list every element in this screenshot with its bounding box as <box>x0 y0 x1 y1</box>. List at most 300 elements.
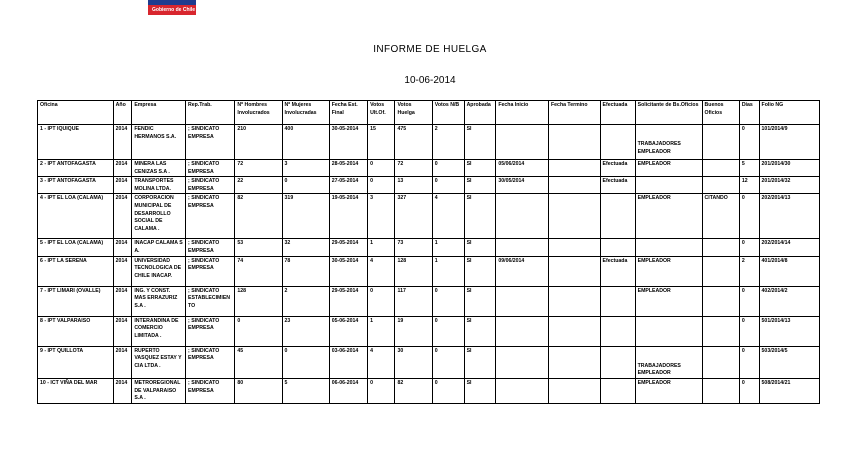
cell-text: 29-05-2014 <box>331 240 359 247</box>
column-header: Fecha Termino <box>549 101 601 125</box>
cell-text: 0 <box>434 178 438 185</box>
table-cell <box>496 160 549 177</box>
table-cell <box>549 378 601 403</box>
table-cell <box>759 194 819 239</box>
cell-text: 19-05-2014 <box>331 195 359 202</box>
cell-text: 09/06/2014 <box>498 257 525 264</box>
table-cell <box>38 378 114 403</box>
table-cell <box>432 346 464 378</box>
table-cell <box>186 160 235 177</box>
cell-text: ; SINDICATO EMPRESA <box>188 240 220 254</box>
cell-text: 19 <box>397 317 404 324</box>
table-cell <box>235 125 282 160</box>
cell-text: 2014 <box>115 317 128 324</box>
table-cell <box>635 177 702 194</box>
cell-text: Efectuada <box>602 161 628 167</box>
table-cell <box>739 256 759 286</box>
table-cell <box>368 194 395 239</box>
government-logo <box>148 0 196 15</box>
cell-text: SI <box>466 126 472 132</box>
table-cell <box>496 256 549 286</box>
table-cell <box>38 346 114 378</box>
table-cell <box>549 286 601 316</box>
table-cell <box>368 239 395 256</box>
table-cell <box>432 316 464 346</box>
cell-text: EMPLEADOR <box>637 161 671 167</box>
table-cell <box>186 286 235 316</box>
table-cell <box>235 256 282 286</box>
report-date: 10-06-2014 <box>404 75 456 86</box>
table-cell <box>282 160 329 177</box>
table-cell <box>739 194 759 239</box>
cell-text: 2014 <box>115 195 128 202</box>
table-cell <box>600 286 635 316</box>
cell-text: 128 <box>397 257 407 264</box>
cell-text: 32 <box>284 240 291 247</box>
column-header: Folio NG <box>759 101 819 125</box>
table-cell <box>600 125 635 160</box>
table-cell <box>38 194 114 239</box>
table-cell <box>186 346 235 378</box>
table-cell <box>549 160 601 177</box>
table-cell <box>759 160 819 177</box>
table-cell <box>395 125 432 160</box>
table-cell <box>132 194 186 239</box>
table-cell <box>132 346 186 378</box>
table-cell <box>186 256 235 286</box>
table-cell <box>235 194 282 239</box>
table-cell <box>635 239 702 256</box>
table-cell <box>496 378 549 403</box>
cell-text: 23 <box>284 317 291 324</box>
cell-text: INACAP CALAMA S A. <box>134 240 183 254</box>
cell-text: 501/2014/13 <box>761 317 791 324</box>
cell-text: 0 <box>741 126 745 132</box>
cell-text: 0 <box>434 161 438 167</box>
cell-spacer <box>638 134 700 142</box>
cell-text: 2014 <box>115 287 128 294</box>
cell-text: ; SINDICATO EMPRESA <box>188 257 220 272</box>
table-cell <box>635 378 702 403</box>
table-cell <box>282 239 329 256</box>
table-cell <box>113 160 132 177</box>
column-header: Votos N/B <box>432 101 464 125</box>
cell-text: 0 <box>284 178 288 185</box>
cell-text: 45 <box>237 347 244 354</box>
table-cell <box>38 239 114 256</box>
cell-text: 13 <box>397 178 404 185</box>
cell-text: 0 <box>434 347 438 354</box>
table-row <box>38 239 820 256</box>
cell-text: ; SINDICATO EMPRESA <box>188 178 220 192</box>
table-cell <box>549 194 601 239</box>
cell-text: SI <box>466 240 472 247</box>
cell-spacer <box>638 126 700 134</box>
cell-text: Efectuada <box>602 257 628 264</box>
cell-text: 201/2014/32 <box>761 178 791 185</box>
table-cell <box>635 316 702 346</box>
table-cell <box>635 160 702 177</box>
cell-text: 30/05/2014 <box>498 178 525 185</box>
column-header: Votos Huelga <box>395 101 432 125</box>
table-cell <box>113 286 132 316</box>
table-cell <box>739 125 759 160</box>
table-cell <box>549 125 601 160</box>
table-cell <box>496 194 549 239</box>
table-cell <box>702 286 739 316</box>
table-cell <box>38 256 114 286</box>
cell-text: 12 <box>741 178 748 185</box>
column-header: Oficina <box>38 101 114 125</box>
table-cell <box>368 160 395 177</box>
cell-text: 82 <box>397 379 404 386</box>
table-cell <box>702 316 739 346</box>
table-cell <box>329 239 367 256</box>
table-cell <box>329 286 367 316</box>
cell-text: 03-06-2014 <box>331 347 359 354</box>
cell-text: TRABAJADORES EMPLEADOR <box>637 141 681 155</box>
table-cell <box>395 256 432 286</box>
cell-text: 0 <box>434 287 438 294</box>
table-cell <box>113 125 132 160</box>
cell-text: 202/2014/13 <box>761 195 791 202</box>
table-cell <box>739 316 759 346</box>
table-cell <box>759 239 819 256</box>
table-cell <box>759 378 819 403</box>
table-cell <box>235 346 282 378</box>
table-cell <box>496 239 549 256</box>
table-cell <box>702 239 739 256</box>
cell-text: 30-05-2014 <box>331 257 359 264</box>
table-cell <box>759 346 819 378</box>
cell-text: 401/2014/8 <box>761 257 788 264</box>
table-cell <box>600 177 635 194</box>
cell-text: 30-05-2014 <box>331 126 359 132</box>
table-cell <box>600 239 635 256</box>
cell-text: 2014 <box>115 126 128 132</box>
table-cell <box>235 160 282 177</box>
cell-text: 327 <box>397 195 407 202</box>
cell-text: 2014 <box>115 161 128 167</box>
cell-text: SI <box>466 347 472 354</box>
table-row <box>38 286 820 316</box>
table-cell <box>739 378 759 403</box>
table-cell <box>132 125 186 160</box>
cell-text: 4 <box>434 195 438 202</box>
table-cell <box>549 346 601 378</box>
cell-text: 5 <box>741 161 745 167</box>
cell-text: ING. Y CONST. MAS ERRAZURIZ S.A . <box>134 287 178 309</box>
cell-text: 4 <box>370 257 373 264</box>
table-cell <box>235 316 282 346</box>
column-header: Nº Hombres Involucrados <box>235 101 282 125</box>
table-cell <box>329 346 367 378</box>
cell-text: ; SINDICATO EMPRESA <box>188 161 220 175</box>
cell-text: 3 <box>370 195 373 202</box>
table-cell <box>282 316 329 346</box>
logo-red-band <box>148 5 196 15</box>
cell-text: 201/2014/30 <box>761 161 791 167</box>
cell-text: SI <box>466 178 472 185</box>
table-cell <box>600 194 635 239</box>
table-cell <box>113 239 132 256</box>
cell-text: 30 <box>397 347 404 354</box>
cell-text: EMPLEADOR <box>637 287 671 294</box>
table-cell <box>132 378 186 403</box>
cell-text: 2 <box>741 257 745 264</box>
table-cell <box>464 160 496 177</box>
table-cell <box>432 239 464 256</box>
cell-text: 0 <box>741 379 745 386</box>
cell-text: Efectuada <box>602 178 628 185</box>
table-cell <box>329 316 367 346</box>
cell-text: 4 <box>370 347 373 354</box>
cell-text: 72 <box>397 161 404 167</box>
cell-text: 05/06/2014 <box>498 161 525 167</box>
strike-report-table <box>37 100 820 404</box>
table-cell <box>496 316 549 346</box>
table-cell <box>329 378 367 403</box>
cell-text: INTERANDINA DE COMERCIO LIMITADA . <box>134 317 179 339</box>
cell-text: 1 - IPT IQUIQUE <box>40 126 79 132</box>
table-cell <box>496 346 549 378</box>
table-cell <box>549 239 601 256</box>
cell-text: 28-05-2014 <box>331 161 359 167</box>
cell-text: 5 <box>284 379 288 386</box>
cell-text: 128 <box>237 287 247 294</box>
table-cell <box>432 125 464 160</box>
table-cell <box>464 125 496 160</box>
table-cell <box>702 346 739 378</box>
column-header: Nº Mujeres Involucradas <box>282 101 329 125</box>
table-cell <box>282 378 329 403</box>
cell-text: 05-06-2014 <box>331 317 359 324</box>
cell-text: 475 <box>397 126 407 132</box>
cell-text: 3 <box>284 161 288 167</box>
table-cell <box>432 256 464 286</box>
cell-text: 0 <box>370 287 373 294</box>
table-row <box>38 346 820 378</box>
table-cell <box>759 316 819 346</box>
table-cell <box>186 239 235 256</box>
table-cell <box>432 194 464 239</box>
table-cell <box>432 286 464 316</box>
table-cell <box>235 239 282 256</box>
table-cell <box>600 256 635 286</box>
table-cell <box>132 316 186 346</box>
table-row <box>38 177 820 194</box>
cell-text: 9 - IPT QUILLOTA <box>40 347 84 354</box>
table-cell <box>38 286 114 316</box>
column-header: Año <box>113 101 132 125</box>
table-cell <box>702 177 739 194</box>
cell-text: 117 <box>397 287 406 294</box>
cell-text: 82 <box>237 195 244 202</box>
table-cell <box>113 346 132 378</box>
table-cell <box>368 378 395 403</box>
table-cell <box>282 286 329 316</box>
table-cell <box>759 177 819 194</box>
cell-text: 15 <box>370 126 376 132</box>
table-cell <box>38 316 114 346</box>
cell-text: 1 <box>434 240 438 247</box>
table-cell <box>464 316 496 346</box>
cell-text: 0 <box>370 161 373 167</box>
cell-text: 0 <box>741 317 745 324</box>
table-row <box>38 125 820 160</box>
table-cell <box>38 125 114 160</box>
cell-text: 508/2014/21 <box>761 379 791 386</box>
table-cell <box>432 160 464 177</box>
cell-text: 1 <box>370 317 373 324</box>
cell-text: 2014 <box>115 240 128 247</box>
table-cell <box>132 286 186 316</box>
table-cell <box>739 160 759 177</box>
table-cell <box>113 256 132 286</box>
table-cell <box>464 177 496 194</box>
cell-text: 5 - IPT EL LOA (CALAMA) <box>40 240 104 247</box>
cell-text: 0 <box>741 287 745 294</box>
cell-text: 101/2014/9 <box>761 126 788 132</box>
table-row <box>38 378 820 403</box>
cell-text: 0 <box>370 379 373 386</box>
table-cell <box>186 125 235 160</box>
table-cell <box>702 125 739 160</box>
table-cell <box>395 160 432 177</box>
table-row <box>38 316 820 346</box>
logo-text: Gobierno de Chile <box>152 7 196 13</box>
table-cell <box>113 194 132 239</box>
table-cell <box>395 286 432 316</box>
cell-text: CITANDO <box>704 195 728 202</box>
table-cell <box>702 160 739 177</box>
table-cell <box>702 378 739 403</box>
table-cell <box>635 346 702 378</box>
cell-text: 29-05-2014 <box>331 287 359 294</box>
table-cell <box>113 378 132 403</box>
cell-text: 2 - IPT ANTOFAGASTA <box>40 161 96 167</box>
cell-text: 0 <box>237 317 241 324</box>
column-header: Fecha Est. Final <box>329 101 367 125</box>
table-cell <box>464 378 496 403</box>
table-cell <box>739 286 759 316</box>
table-cell <box>635 286 702 316</box>
cell-text: 6 - IPT LA SERENA <box>40 257 87 264</box>
cell-text: RUPERTO VASQUEZ ESTAY Y CIA LTDA . <box>134 347 182 369</box>
report-title: INFORME DE HUELGA <box>373 44 487 55</box>
table-cell <box>329 177 367 194</box>
table-cell <box>464 286 496 316</box>
table-cell <box>395 239 432 256</box>
column-header: Solicitante de Bs.Oficios <box>635 101 702 125</box>
table-cell <box>186 194 235 239</box>
cell-text: 2014 <box>115 347 128 354</box>
table-cell <box>600 316 635 346</box>
table-cell <box>282 194 329 239</box>
cell-text: 74 <box>237 257 244 264</box>
cell-text: MINERA LAS CENIZAS S.A . <box>134 161 170 175</box>
table-cell <box>759 286 819 316</box>
table-cell <box>549 316 601 346</box>
table-cell <box>432 378 464 403</box>
cell-text: SI <box>466 161 472 167</box>
cell-text: 8 - IPT VALPARAISO <box>40 317 91 324</box>
table-cell <box>282 256 329 286</box>
table-cell <box>549 177 601 194</box>
cell-text: CORPORACION MUNICIPAL DE DESARROLLO SOCIAL DE CALAMA . <box>134 195 174 232</box>
column-header: Días <box>739 101 759 125</box>
cell-text: 400 <box>284 126 294 132</box>
table-cell <box>739 177 759 194</box>
table-cell <box>600 378 635 403</box>
table-cell <box>282 346 329 378</box>
cell-text: 1 <box>370 240 373 247</box>
table-cell <box>282 125 329 160</box>
table-cell <box>132 160 186 177</box>
cell-text: 0 <box>370 178 373 185</box>
cell-text: 2014 <box>115 379 128 386</box>
table-cell <box>368 316 395 346</box>
cell-text: 27-05-2014 <box>331 178 359 185</box>
table-cell <box>464 194 496 239</box>
table-cell <box>186 177 235 194</box>
cell-text: 2014 <box>115 178 128 185</box>
table-cell <box>635 256 702 286</box>
cell-text: TRANSPORTES MOLINA LTDA. <box>134 178 174 192</box>
cell-text: 0 <box>741 240 745 247</box>
cell-text: 503/2014/5 <box>761 347 788 354</box>
table-cell <box>368 346 395 378</box>
table-cell <box>759 125 819 160</box>
cell-text: EMPLEADOR <box>637 257 671 264</box>
cell-text: EMPLEADOR <box>637 379 671 386</box>
cell-text: 319 <box>284 195 294 202</box>
table-cell <box>549 256 601 286</box>
table-cell <box>329 125 367 160</box>
cell-text: SI <box>466 257 472 264</box>
table-cell <box>464 256 496 286</box>
cell-text: 73 <box>397 240 404 247</box>
table-cell <box>113 316 132 346</box>
table-cell <box>282 177 329 194</box>
table-row <box>38 160 820 177</box>
cell-spacer <box>638 355 700 363</box>
cell-text: ; SINDICATO EMPRESA <box>188 347 220 362</box>
table-cell <box>496 125 549 160</box>
table-row <box>38 194 820 239</box>
table-cell <box>395 346 432 378</box>
cell-text: 1 <box>434 257 438 264</box>
cell-text: 210 <box>237 126 247 132</box>
table-cell <box>132 239 186 256</box>
table-cell <box>329 256 367 286</box>
table-cell <box>600 160 635 177</box>
table-cell <box>432 177 464 194</box>
cell-text: SI <box>466 379 472 386</box>
cell-text: 0 <box>434 317 438 324</box>
table-cell <box>635 194 702 239</box>
table-cell <box>329 194 367 239</box>
table-cell <box>600 346 635 378</box>
cell-text: 22 <box>237 178 244 185</box>
table-cell <box>464 239 496 256</box>
column-header: Empresa <box>132 101 186 125</box>
table-header-row <box>38 101 820 125</box>
cell-text: 4 - IPT EL LOA (CALAMA) <box>40 195 104 202</box>
table-cell <box>186 378 235 403</box>
table-cell <box>235 286 282 316</box>
table-cell <box>496 177 549 194</box>
